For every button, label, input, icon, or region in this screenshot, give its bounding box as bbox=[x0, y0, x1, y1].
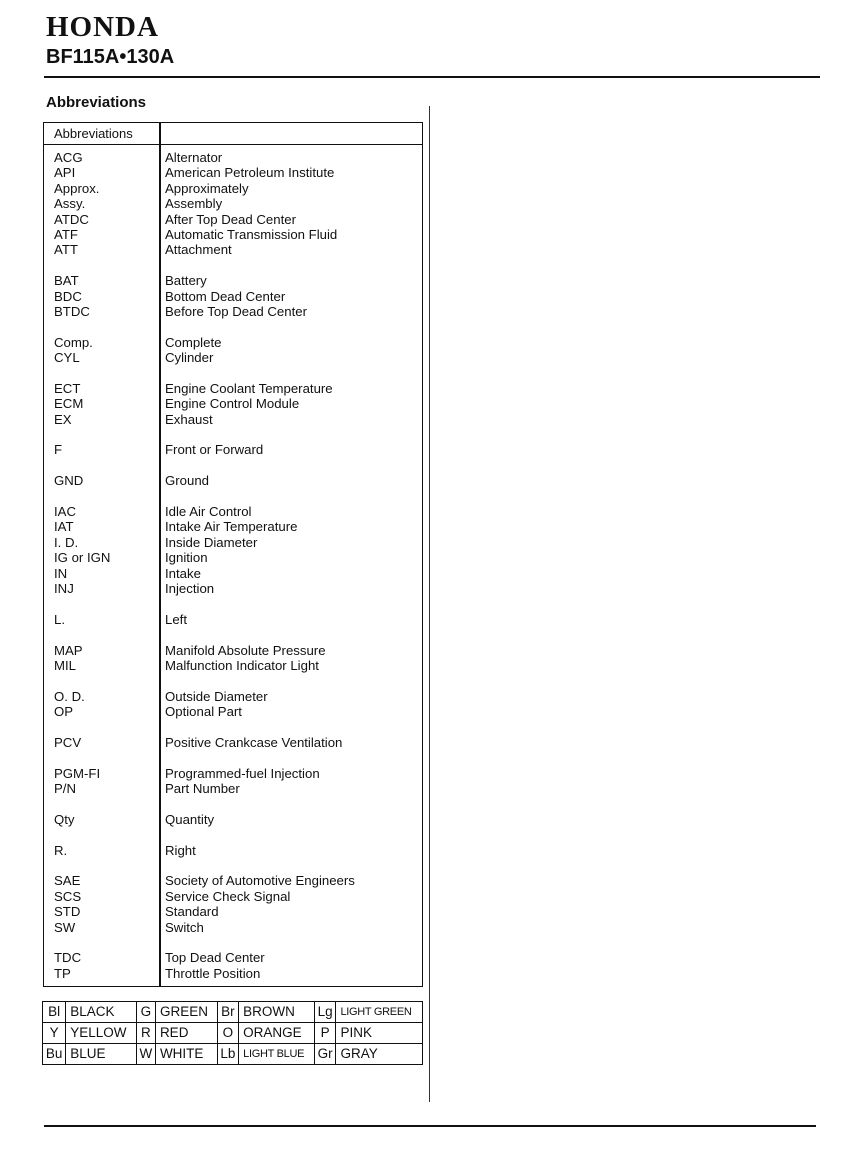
header-divider bbox=[44, 76, 820, 78]
abbreviation-code: R. bbox=[54, 842, 68, 858]
color-abbreviation: O bbox=[217, 1023, 239, 1044]
abbreviation-code: IAC bbox=[54, 503, 76, 519]
abbreviation-meaning: Front or Forward bbox=[165, 442, 264, 458]
abbreviation-code: IAT bbox=[54, 519, 74, 535]
abbreviation-meaning: Ignition bbox=[165, 550, 208, 566]
abbreviation-code: EX bbox=[54, 411, 72, 427]
abbreviation-row bbox=[44, 904, 422, 919]
abbreviation-meaning: Manifold Absolute Pressure bbox=[165, 642, 326, 658]
abbreviation-meaning: After Top Dead Center bbox=[165, 211, 296, 227]
color-name: BROWN bbox=[239, 1002, 315, 1023]
abbreviation-row bbox=[44, 350, 422, 365]
abbreviation-code: ECT bbox=[54, 380, 81, 396]
abbreviation-meaning: Assembly bbox=[165, 196, 223, 212]
abbreviations-table bbox=[43, 122, 423, 987]
abbreviation-row bbox=[44, 473, 422, 488]
abbreviation-code: ATDC bbox=[54, 211, 89, 227]
color-name: BLACK bbox=[66, 1002, 137, 1023]
abbreviation-meaning: Engine Coolant Temperature bbox=[165, 380, 333, 396]
abbreviation-code: IN bbox=[54, 565, 68, 581]
abbreviation-code: PCV bbox=[54, 734, 82, 750]
color-name: RED bbox=[155, 1023, 217, 1044]
abbreviation-code: BTDC bbox=[54, 303, 90, 319]
abbreviation-code: SAE bbox=[54, 873, 81, 889]
abbreviation-meaning: Left bbox=[165, 611, 187, 627]
abbreviation-row bbox=[44, 658, 422, 673]
abbreviation-code: GND bbox=[54, 473, 84, 489]
abbreviation-row bbox=[44, 519, 422, 534]
abbreviation-meaning: Top Dead Center bbox=[165, 950, 265, 966]
abbreviation-row bbox=[44, 150, 422, 165]
abbreviation-code: ATT bbox=[54, 242, 78, 258]
color-abbreviation: Bu bbox=[43, 1044, 66, 1065]
abbreviation-row bbox=[44, 181, 422, 196]
abbreviation-meaning: Ground bbox=[165, 473, 209, 489]
abbreviation-meaning: Intake bbox=[165, 565, 201, 581]
abbreviation-code: ECM bbox=[54, 396, 84, 412]
abbreviation-meaning: Malfunction Indicator Light bbox=[165, 657, 319, 673]
abbreviation-meaning: Part Number bbox=[165, 781, 240, 797]
abbreviation-code: IG or IGN bbox=[54, 550, 111, 566]
abbreviations-list bbox=[44, 150, 422, 981]
abbreviation-code: CYL bbox=[54, 350, 80, 366]
abbreviation-code: Assy. bbox=[54, 196, 86, 212]
abbreviation-meaning: American Petroleum Institute bbox=[165, 165, 335, 181]
abbreviation-row bbox=[44, 412, 422, 427]
abbreviation-meaning: Approximately bbox=[165, 180, 249, 196]
abbreviation-meaning: Bottom Dead Center bbox=[165, 288, 286, 304]
abbreviation-meaning: Programmed-fuel Injection bbox=[165, 765, 320, 781]
abbreviation-code: ACG bbox=[54, 150, 83, 165]
abbreviation-code: INJ bbox=[54, 580, 74, 596]
abbreviation-meaning: Quantity bbox=[165, 811, 215, 827]
abbreviation-row bbox=[44, 781, 422, 796]
color-abbreviation: Lb bbox=[217, 1044, 239, 1065]
abbreviation-meaning: Throttle Position bbox=[165, 965, 261, 981]
abbreviation-code: Qty bbox=[54, 811, 75, 827]
section-title: Abbreviations bbox=[46, 94, 147, 111]
abbreviation-row bbox=[44, 689, 422, 704]
abbreviation-row bbox=[44, 242, 422, 257]
abbreviation-meaning: Before Top Dead Center bbox=[165, 303, 307, 319]
abbreviation-code: ATF bbox=[54, 226, 78, 242]
abbreviation-meaning: Intake Air Temperature bbox=[165, 519, 298, 535]
abbreviation-code: TP bbox=[54, 965, 71, 981]
abbreviation-row bbox=[44, 227, 422, 242]
color-name: ORANGE bbox=[239, 1023, 315, 1044]
abbreviations-column-header: Abbreviations bbox=[54, 126, 133, 141]
model-title: BF115A•130A bbox=[46, 46, 175, 68]
abbreviation-meaning: Service Check Signal bbox=[165, 888, 291, 904]
abbreviation-row bbox=[44, 950, 422, 965]
abbreviation-code: O. D. bbox=[54, 688, 85, 704]
abbreviation-code: PGM-FI bbox=[54, 765, 101, 781]
abbreviation-code: I. D. bbox=[54, 534, 79, 550]
abbreviation-meaning: Outside Diameter bbox=[165, 688, 268, 704]
color-abbreviation: Lg bbox=[314, 1002, 336, 1023]
abbreviation-code: TDC bbox=[54, 950, 82, 966]
footer-divider bbox=[44, 1125, 816, 1127]
color-name: YELLOW bbox=[66, 1023, 137, 1044]
color-abbreviation: W bbox=[136, 1044, 155, 1065]
wire-color-code-table bbox=[42, 1001, 423, 1065]
abbreviation-code: STD bbox=[54, 904, 81, 920]
abbreviation-meaning: Inside Diameter bbox=[165, 534, 258, 550]
abbreviation-row bbox=[44, 196, 422, 211]
abbreviation-row bbox=[44, 966, 422, 981]
abbreviation-meaning: Standard bbox=[165, 904, 219, 920]
abbreviation-meaning: Alternator bbox=[165, 150, 223, 165]
abbreviation-meaning: Engine Control Module bbox=[165, 396, 300, 412]
abbreviation-code: BAT bbox=[54, 273, 79, 289]
abbreviation-row bbox=[44, 889, 422, 904]
color-abbreviation: G bbox=[136, 1002, 155, 1023]
abbreviation-code: L. bbox=[54, 611, 65, 627]
abbreviation-row bbox=[44, 843, 422, 858]
color-abbreviation: P bbox=[314, 1023, 336, 1044]
abbreviation-code: P/N bbox=[54, 781, 76, 797]
abbreviation-row bbox=[44, 612, 422, 627]
abbreviation-row bbox=[44, 535, 422, 550]
abbreviation-row bbox=[44, 812, 422, 827]
abbreviations-table-header bbox=[44, 123, 422, 145]
abbreviation-row bbox=[44, 165, 422, 180]
abbreviation-meaning: Exhaust bbox=[165, 411, 213, 427]
color-code-row bbox=[43, 1023, 423, 1044]
abbreviation-code: Approx. bbox=[54, 180, 100, 196]
color-name: BLUE bbox=[66, 1044, 137, 1065]
abbreviation-meaning: Automatic Transmission Fluid bbox=[165, 226, 338, 242]
color-abbreviation: Gr bbox=[314, 1044, 336, 1065]
abbreviation-row bbox=[44, 335, 422, 350]
abbreviation-code: MIL bbox=[54, 657, 76, 673]
abbreviation-row bbox=[44, 550, 422, 565]
abbreviation-row bbox=[44, 212, 422, 227]
abbreviation-code: SW bbox=[54, 919, 76, 935]
color-abbreviation: R bbox=[136, 1023, 155, 1044]
abbreviation-row bbox=[44, 273, 422, 288]
abbreviation-row bbox=[44, 396, 422, 411]
brand-logo: HONDA bbox=[46, 11, 159, 43]
abbreviation-row bbox=[44, 504, 422, 519]
abbreviation-meaning: Complete bbox=[165, 334, 222, 350]
abbreviation-row bbox=[44, 920, 422, 935]
color-code-row bbox=[43, 1002, 423, 1023]
abbreviation-row bbox=[44, 566, 422, 581]
color-code-row bbox=[43, 1044, 423, 1065]
abbreviation-code: API bbox=[54, 165, 76, 181]
abbreviation-row bbox=[44, 704, 422, 719]
abbreviation-code: SCS bbox=[54, 888, 82, 904]
abbreviation-meaning: Cylinder bbox=[165, 350, 214, 366]
color-abbreviation: Y bbox=[43, 1023, 66, 1044]
abbreviation-row bbox=[44, 304, 422, 319]
column-divider bbox=[429, 106, 430, 1102]
abbreviation-meaning: Attachment bbox=[165, 242, 232, 258]
abbreviation-row bbox=[44, 643, 422, 658]
abbreviation-row bbox=[44, 442, 422, 457]
abbreviation-code: Comp. bbox=[54, 334, 93, 350]
abbreviation-code: OP bbox=[54, 704, 74, 720]
abbreviation-row bbox=[44, 581, 422, 596]
color-name: GREEN bbox=[155, 1002, 217, 1023]
color-name: LIGHT GREEN bbox=[336, 1002, 423, 1023]
color-name: PINK bbox=[336, 1023, 423, 1044]
abbreviation-meaning: Right bbox=[165, 842, 196, 858]
abbreviation-meaning: Positive Crankcase Ventilation bbox=[165, 734, 343, 750]
abbreviation-code: BDC bbox=[54, 288, 82, 304]
color-name: LIGHT BLUE bbox=[239, 1044, 315, 1065]
abbreviation-row bbox=[44, 735, 422, 750]
abbreviation-meaning: Idle Air Control bbox=[165, 503, 252, 519]
abbreviation-code: MAP bbox=[54, 642, 83, 658]
color-abbreviation: Br bbox=[217, 1002, 239, 1023]
abbreviation-meaning: Injection bbox=[165, 580, 215, 596]
abbreviation-row bbox=[44, 289, 422, 304]
abbreviation-row bbox=[44, 766, 422, 781]
abbreviation-meaning: Optional Part bbox=[165, 704, 242, 720]
abbreviation-code: F bbox=[54, 442, 63, 458]
abbreviation-row bbox=[44, 873, 422, 888]
abbreviation-row bbox=[44, 381, 422, 396]
color-name: GRAY bbox=[336, 1044, 423, 1065]
abbreviation-meaning: Society of Automotive Engineers bbox=[165, 873, 355, 889]
color-abbreviation: Bl bbox=[43, 1002, 66, 1023]
abbreviation-meaning: Switch bbox=[165, 919, 204, 935]
color-name: WHITE bbox=[155, 1044, 217, 1065]
abbreviation-meaning: Battery bbox=[165, 273, 207, 289]
